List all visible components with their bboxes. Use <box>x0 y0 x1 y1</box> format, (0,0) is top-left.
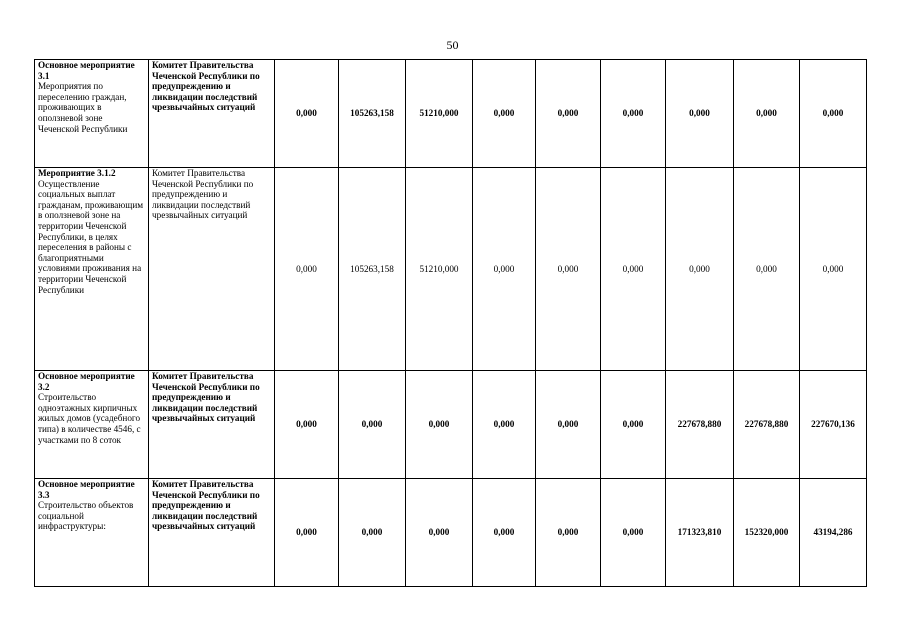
value-cell: 0,000 <box>275 60 339 168</box>
value-cell: 0,000 <box>406 371 473 479</box>
value-cell: 227678,880 <box>734 371 800 479</box>
value-cell: 0,000 <box>666 168 734 371</box>
activity-description: Строительство объектов социальной инфраструктуры: <box>38 500 134 532</box>
table-row <box>35 60 867 168</box>
value-cell: 51210,000 <box>406 168 473 371</box>
table-row <box>35 371 867 479</box>
activity-number: Основное мероприятие 3.2 <box>38 371 135 392</box>
value-cell: 227678,880 <box>666 371 734 479</box>
value-cell: 0,000 <box>536 371 601 479</box>
value-cell: 0,000 <box>536 60 601 168</box>
value-cell: 0,000 <box>536 168 601 371</box>
value-cell: 0,000 <box>601 479 666 587</box>
value-cell: 0,000 <box>601 168 666 371</box>
value-cell: 0,000 <box>536 479 601 587</box>
value-cell: 227670,136 <box>800 371 867 479</box>
value-cell: 43194,286 <box>800 479 867 587</box>
value-cell: 0,000 <box>800 60 867 168</box>
page-number: 50 <box>446 38 459 52</box>
value-cell: 0,000 <box>473 168 536 371</box>
activity-description: Мероприятия по переселению граждан, проживающих в оползневой зоне Чеченской Республики <box>38 81 128 134</box>
value-cell: 152320,000 <box>734 479 800 587</box>
value-cell: 0,000 <box>406 479 473 587</box>
value-cell: 0,000 <box>666 60 734 168</box>
activity-cell <box>35 371 149 479</box>
value-cell: 0,000 <box>473 479 536 587</box>
value-cell: 105263,158 <box>339 168 406 371</box>
value-cell: 0,000 <box>734 60 800 168</box>
table-row <box>35 479 867 587</box>
activity-cell <box>35 60 149 168</box>
value-cell: 0,000 <box>800 168 867 371</box>
value-cell: 0,000 <box>275 168 339 371</box>
activity-number: Основное мероприятие 3.1 <box>38 60 135 81</box>
value-cell: 0,000 <box>601 371 666 479</box>
activity-number: Мероприятие 3.1.2 <box>38 168 116 178</box>
value-cell: 0,000 <box>339 371 406 479</box>
activity-cell <box>35 168 149 371</box>
table-row <box>35 168 867 371</box>
value-cell: 0,000 <box>473 371 536 479</box>
activity-cell <box>35 479 149 587</box>
activity-number: Основное мероприятие 3.3 <box>38 479 135 500</box>
executor-cell: Комитет Правительства Чеченской Республики по предупреждению и ликвидации последствий чрезвычайных ситуаций <box>149 371 275 479</box>
activity-description: Осуществление социальных выплат гражданам, проживающим в оползневой зоне на территории Чеченской Республики, в целях переселения в районы с благоприятными условиями проживания на территории Чеченской Республики <box>38 178 144 295</box>
value-cell: 171323,810 <box>666 479 734 587</box>
value-cell: 51210,000 <box>406 60 473 168</box>
value-cell: 0,000 <box>473 60 536 168</box>
executor-cell: Комитет Правительства Чеченской Республики по предупреждению и ликвидации последствий чрезвычайных ситуаций <box>149 60 275 168</box>
value-cell: 0,000 <box>339 479 406 587</box>
value-cell: 0,000 <box>734 168 800 371</box>
executor-cell: Комитет Правительства Чеченской Республики по предупреждению и ликвидации последствий чрезвычайных ситуаций <box>149 168 275 371</box>
budget-table <box>34 59 867 587</box>
value-cell: 105263,158 <box>339 60 406 168</box>
executor-cell: Комитет Правительства Чеченской Республики по предупреждению и ликвидации последствий чрезвычайных ситуаций <box>149 479 275 587</box>
activity-description: Строительство одноэтажных кирпичных жилых домов (усадебного типа) в количестве 4546, с участками по 8 соток <box>38 392 141 445</box>
value-cell: 0,000 <box>275 371 339 479</box>
value-cell: 0,000 <box>275 479 339 587</box>
value-cell: 0,000 <box>601 60 666 168</box>
